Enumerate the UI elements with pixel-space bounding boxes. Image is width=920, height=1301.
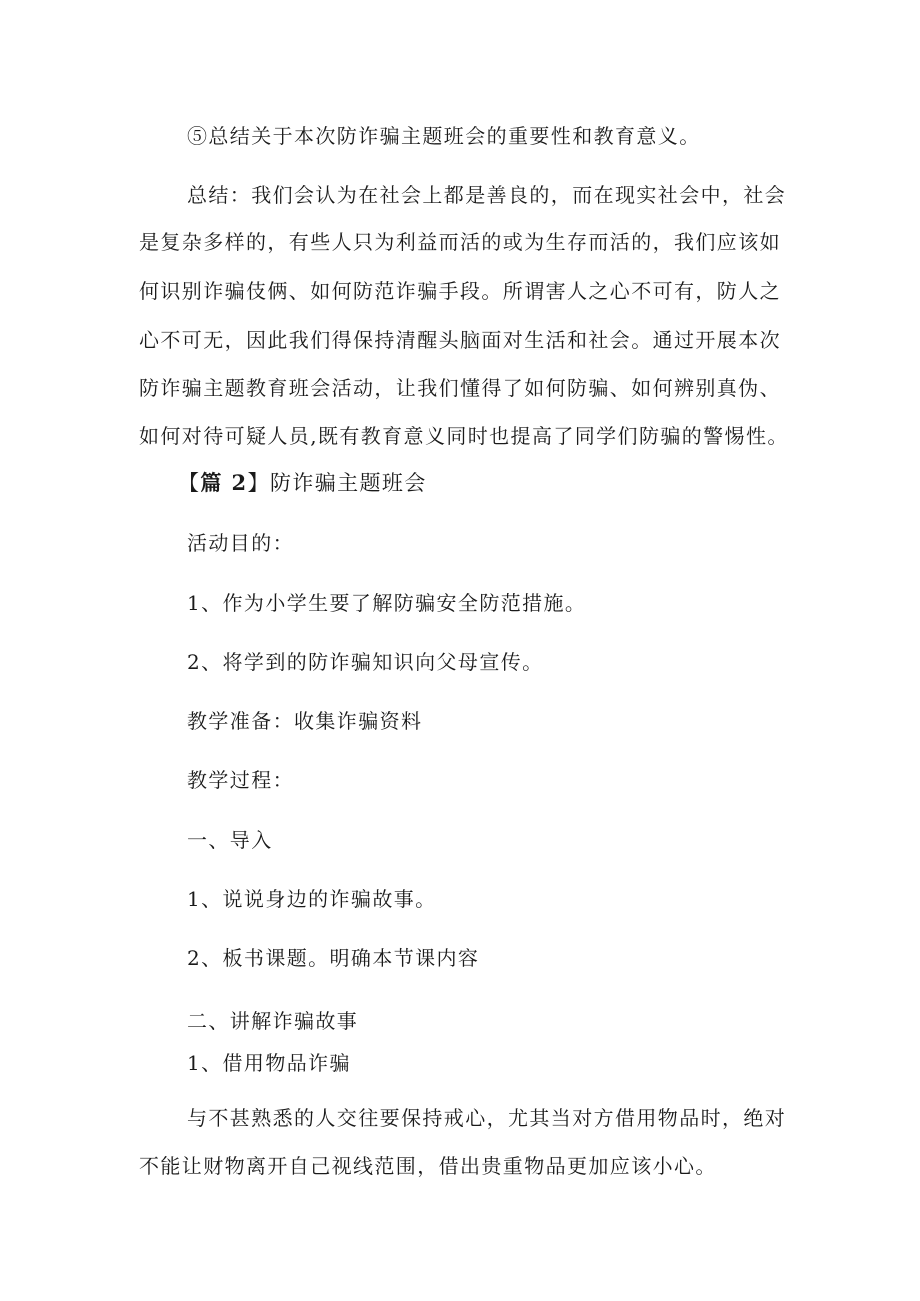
part-2-title: 二、讲解诈骗故事 <box>187 1009 359 1033</box>
conclusion-line-2: 是复杂多样的，有些人只为利益而活的或为生存而活的，我们应该如 <box>139 230 781 254</box>
section-2-bracket-open: 【 <box>178 471 201 495</box>
goal-1: 1、作为小学生要了解防骗安全防范措施。 <box>187 591 587 615</box>
part-1-item-1: 1、说说身边的诈骗故事。 <box>187 887 437 911</box>
section-2-heading <box>178 469 427 497</box>
conclusion-line-3: 何识别诈骗伎俩、如何防范诈骗手段。所谓害人之心不可有，防人之 <box>139 279 781 303</box>
part-1-title: 一、导入 <box>187 828 273 852</box>
teaching-prep: 教学准备：收集诈骗资料 <box>187 709 423 733</box>
part-2-item-1: 1、借用物品诈骗 <box>187 1051 351 1075</box>
conclusion-line-6: 如何对待可疑人员,既有教育意义同时也提高了同学们防骗的警惕性。 <box>139 424 789 448</box>
section-2-title: 防诈骗主题班会 <box>269 471 427 495</box>
section-2-label: 篇 2 <box>200 470 248 495</box>
borrow-line-1: 与不甚熟悉的人交往要保持戒心，尤其当对方借用物品时，绝对 <box>187 1106 787 1130</box>
part-1-item-2: 2、板书课题。明确本节课内容 <box>187 946 480 970</box>
conclusion-line-5: 防诈骗主题教育班会活动，让我们懂得了如何防骗、如何辨别真伪、 <box>139 376 781 400</box>
section-2-bracket-close: 】 <box>247 471 270 495</box>
summary-item-5: ⑤总结关于本次防诈骗主题班会的重要性和教育意义。 <box>187 124 701 148</box>
activity-goal-label: 活动目的： <box>187 531 294 555</box>
conclusion-line-4: 心不可无，因此我们得保持清醒头脑面对生活和社会。通过开展本次 <box>139 328 781 352</box>
goal-2: 2、将学到的防诈骗知识向父母宣传。 <box>187 650 544 674</box>
conclusion-line-1: 总结：我们会认为在社会上都是善良的，而在现实社会中，社会 <box>187 183 787 207</box>
borrow-line-2: 不能让财物离开自己视线范围，借出贵重物品更加应该小心。 <box>139 1154 717 1178</box>
teaching-process-label: 教学过程： <box>187 768 294 792</box>
